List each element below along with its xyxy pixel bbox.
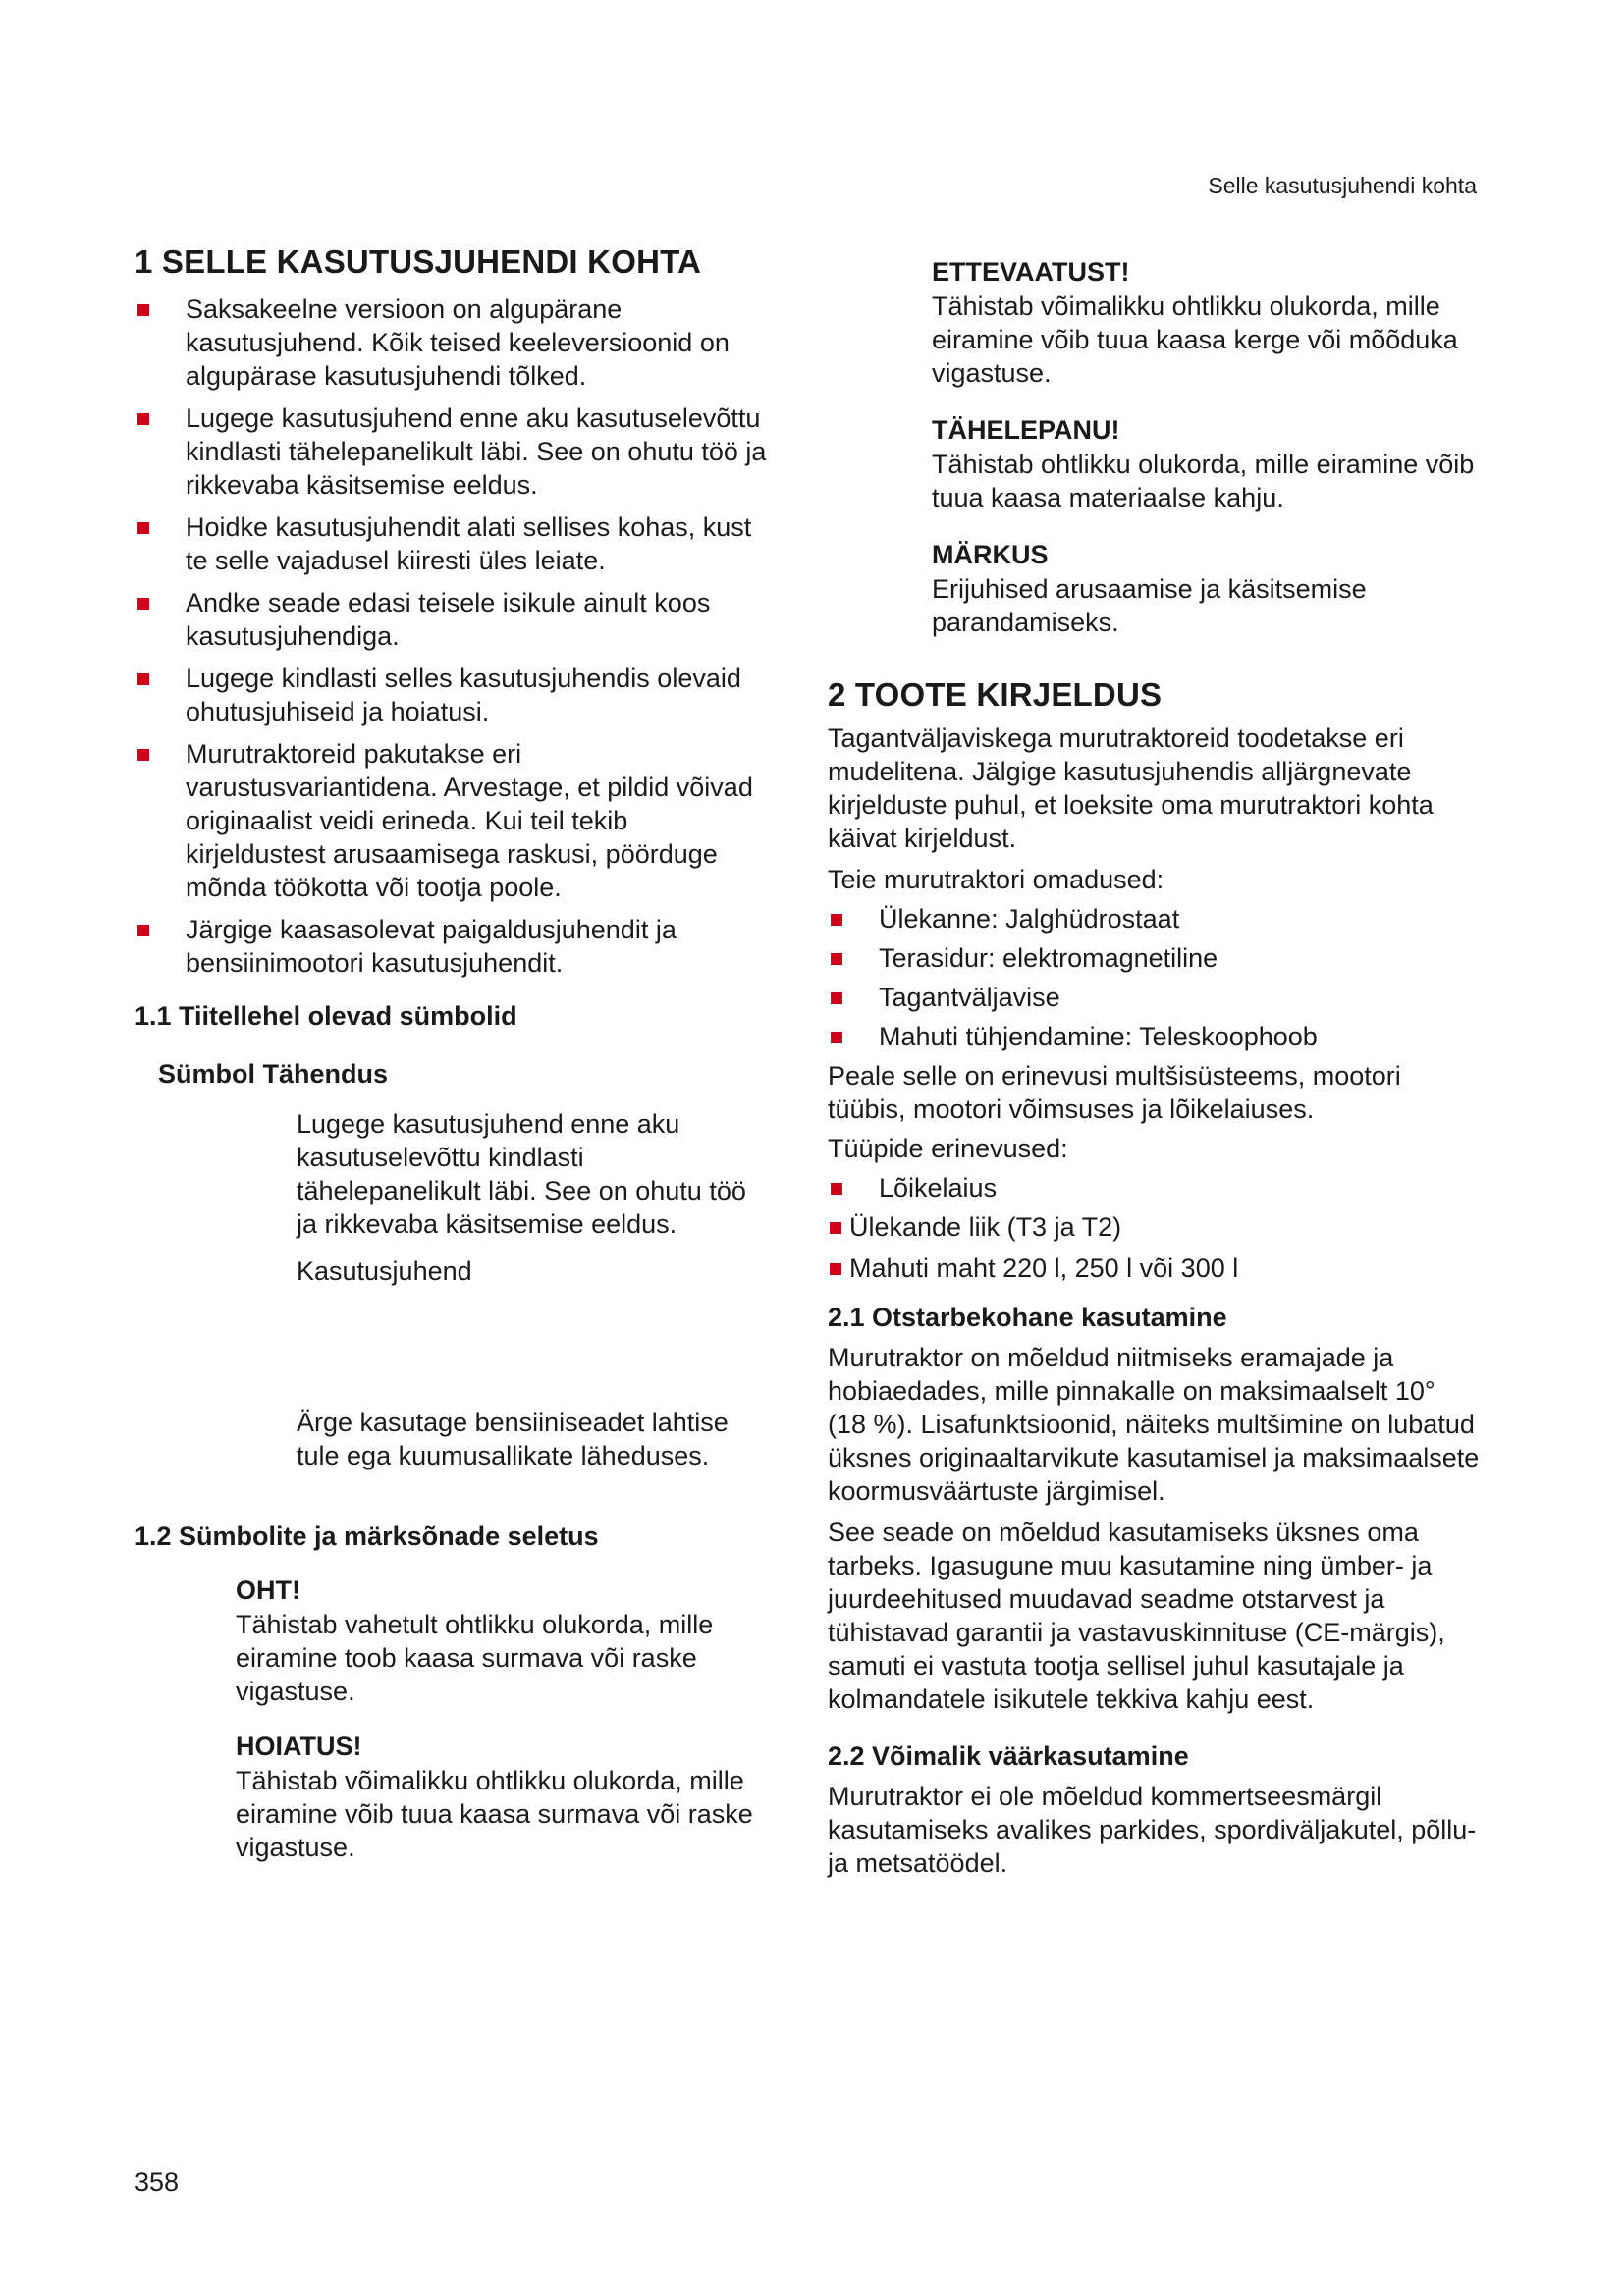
notice-label: MÄRKUS	[932, 540, 1049, 569]
section-2-2-title: 2.2 Võimalik väärkasutamine	[828, 1741, 1189, 1771]
list-item: Järgige kaasasolevat paigaldusjuhendit ja bensiinimootori kasutusjuhendit.	[135, 913, 773, 980]
symbol-row	[135, 1107, 773, 1241]
section-1-title: 1 SELLE KASUTUSJUHENDI KOHTA	[135, 243, 702, 280]
list-item: Ülekande liik (T3 ja T2)	[828, 1210, 1481, 1244]
symbol-meaning: Lugege kasutusjuhend enne aku kasutuselevõttu kindlasti tähelepanelikult läbi. See on ohutu töö ja rikkevaba käsitsemise eeldus.	[297, 1109, 746, 1239]
notice-label: HOIATUS!	[236, 1732, 362, 1761]
list-item: Saksakeelne versioon on algupärane kasutusjuhend. Kõik teised keeleversioonid on algupärase kasutusjuhendi tõlked.	[135, 293, 773, 393]
notice-text: Erijuhised arusaamise ja käsitsemise parandamiseks.	[932, 574, 1367, 637]
notice-text: Tähistab vahetult ohtlikku olukorda, mille eiramine toob kaasa surmava või raske vigastuse.	[236, 1610, 714, 1706]
symbol-meaning: Kasutusjuhend	[297, 1256, 472, 1286]
notice-text: Tähistab võimalikku ohtlikku olukorda, mille eiramine võib tuua kaasa kerge või mõõduka vigastuse.	[932, 292, 1458, 388]
running-header: Selle kasutusjuhendi kohta	[1208, 173, 1477, 198]
symbol-meaning: Ärge kasutage bensiiniseadet lahtise tule ega kuumusallikate läheduses.	[297, 1408, 729, 1470]
left-column	[135, 243, 773, 1888]
section-2-intro: Tagantväljaviskega murutraktoreid toodetakse eri mudelitena. Jälgige kasutusjuhendis alljärgnevate kirjelduste puhul, et loeksite oma murutraktori kohta käivat kirjeldust.	[828, 723, 1434, 853]
notice-note	[932, 540, 1481, 639]
symbol-row	[135, 1406, 773, 1472]
symbol-placeholder	[135, 1255, 297, 1392]
features-list	[828, 902, 1481, 1053]
list-item: Mahuti tühjendamine: Teleskoophoob	[828, 1020, 1481, 1053]
section-2-1-paragraph: See seade on mõeldud kasutamiseks üksnes oma tarbeks. Igasugune muu kasutamine ning ümber- ja juurdeehitused muudavad seadme otstarvest ja tühistavad garantii ja vastavuskinnituse (CE-märgis), samuti ei vastuta tootja sellisel juhul kasutajale ja kolmandatele isikutele tekkiva kahju eest.	[828, 1518, 1445, 1714]
notice-text: Tähistab võimalikku ohtlikku olukorda, mille eiramine võib tuua kaasa surmava või raske vigastuse.	[236, 1766, 753, 1862]
notice-attention	[932, 415, 1481, 514]
types-list	[828, 1171, 1481, 1204]
list-item: Lugege kindlasti selles kasutusjuhendis olevaid ohutusjuhiseid ja hoiatusi.	[135, 662, 773, 728]
notice-text: Tähistab ohtlikku olukorda, mille eiramine võib tuua kaasa materiaalse kahju.	[932, 450, 1475, 512]
list-item: Lõikelaius	[828, 1171, 1481, 1204]
section-1-1-title: 1.1 Tiitellehel olevad sümbolid	[135, 1001, 517, 1031]
section-2-title: 2 TOOTE KIRJELDUS	[828, 676, 1163, 713]
right-column	[828, 243, 1481, 1880]
list-item: Murutraktoreid pakutakse eri varustusvariantidena. Arvestage, et pildid võivad originaalist veidi erineda. Kui teil tekib kirjeldustest arusaamisega raskusi, pöörduge mõnda töökotta või tootja poole.	[135, 737, 773, 904]
differences-text: Peale selle on erinevusi multšisüsteems, mootori tüübis, mootori võimsuses ja lõikelaiuses.	[828, 1061, 1401, 1124]
types-list-continued	[828, 1210, 1481, 1285]
section-2-1-title: 2.1 Otstarbekohane kasutamine	[828, 1303, 1227, 1332]
list-item: Mahuti maht 220 l, 250 l või 300 l	[828, 1252, 1481, 1285]
section-1-bullets	[135, 293, 773, 980]
list-item: Andke seade edasi teisele isikule ainult koos kasutusjuhendiga.	[135, 586, 773, 653]
notice-caution	[932, 257, 1481, 390]
notice-label: TÄHELEPANU!	[932, 415, 1120, 445]
notice-warning	[236, 1732, 773, 1864]
list-item: Tagantväljavise	[828, 981, 1481, 1014]
symbol-table-header: Sümbol Tähendus	[158, 1059, 389, 1089]
section-2-2-paragraph: Murutraktor ei ole mõeldud kommertseesmärgil kasutamiseks avalikes parkides, spordiväljakutel, põllu- ja metsatöödel.	[828, 1782, 1477, 1878]
types-label: Tüüpide erinevused:	[828, 1134, 1068, 1163]
symbol-row	[135, 1255, 773, 1392]
notice-danger	[236, 1575, 773, 1708]
symbol-placeholder	[135, 1406, 297, 1472]
notice-label: OHT!	[236, 1575, 300, 1605]
section-2-1-paragraph: Murutraktor on mõeldud niitmiseks eramajade ja hobiaedades, mille pinnakalle on maksimaalselt 10° (18 %). Lisafunktsioonid, näiteks multšimine on lubatud üksnes originaaltarvikute kasutamisel ja maksimaalsete koormusväärtuste järgimisel.	[828, 1343, 1480, 1506]
symbol-placeholder	[135, 1107, 297, 1241]
notice-label: ETTEVAATUST!	[932, 257, 1130, 287]
page-number: 358	[135, 2167, 180, 2197]
list-item: Lugege kasutusjuhend enne aku kasutuselevõttu kindlasti tähelepanelikult läbi. See on ohutu töö ja rikkevaba käsitsemise eeldus.	[135, 401, 773, 502]
list-item: Terasidur: elektromagnetiline	[828, 941, 1481, 975]
section-1-2-title: 1.2 Sümbolite ja märksõnade seletus	[135, 1522, 599, 1551]
list-item: Ülekanne: Jalghüdrostaat	[828, 902, 1481, 935]
features-label: Teie murutraktori omadused:	[828, 865, 1164, 894]
list-item: Hoidke kasutusjuhendit alati sellises kohas, kust te selle vajadusel kiiresti üles leiate.	[135, 510, 773, 577]
